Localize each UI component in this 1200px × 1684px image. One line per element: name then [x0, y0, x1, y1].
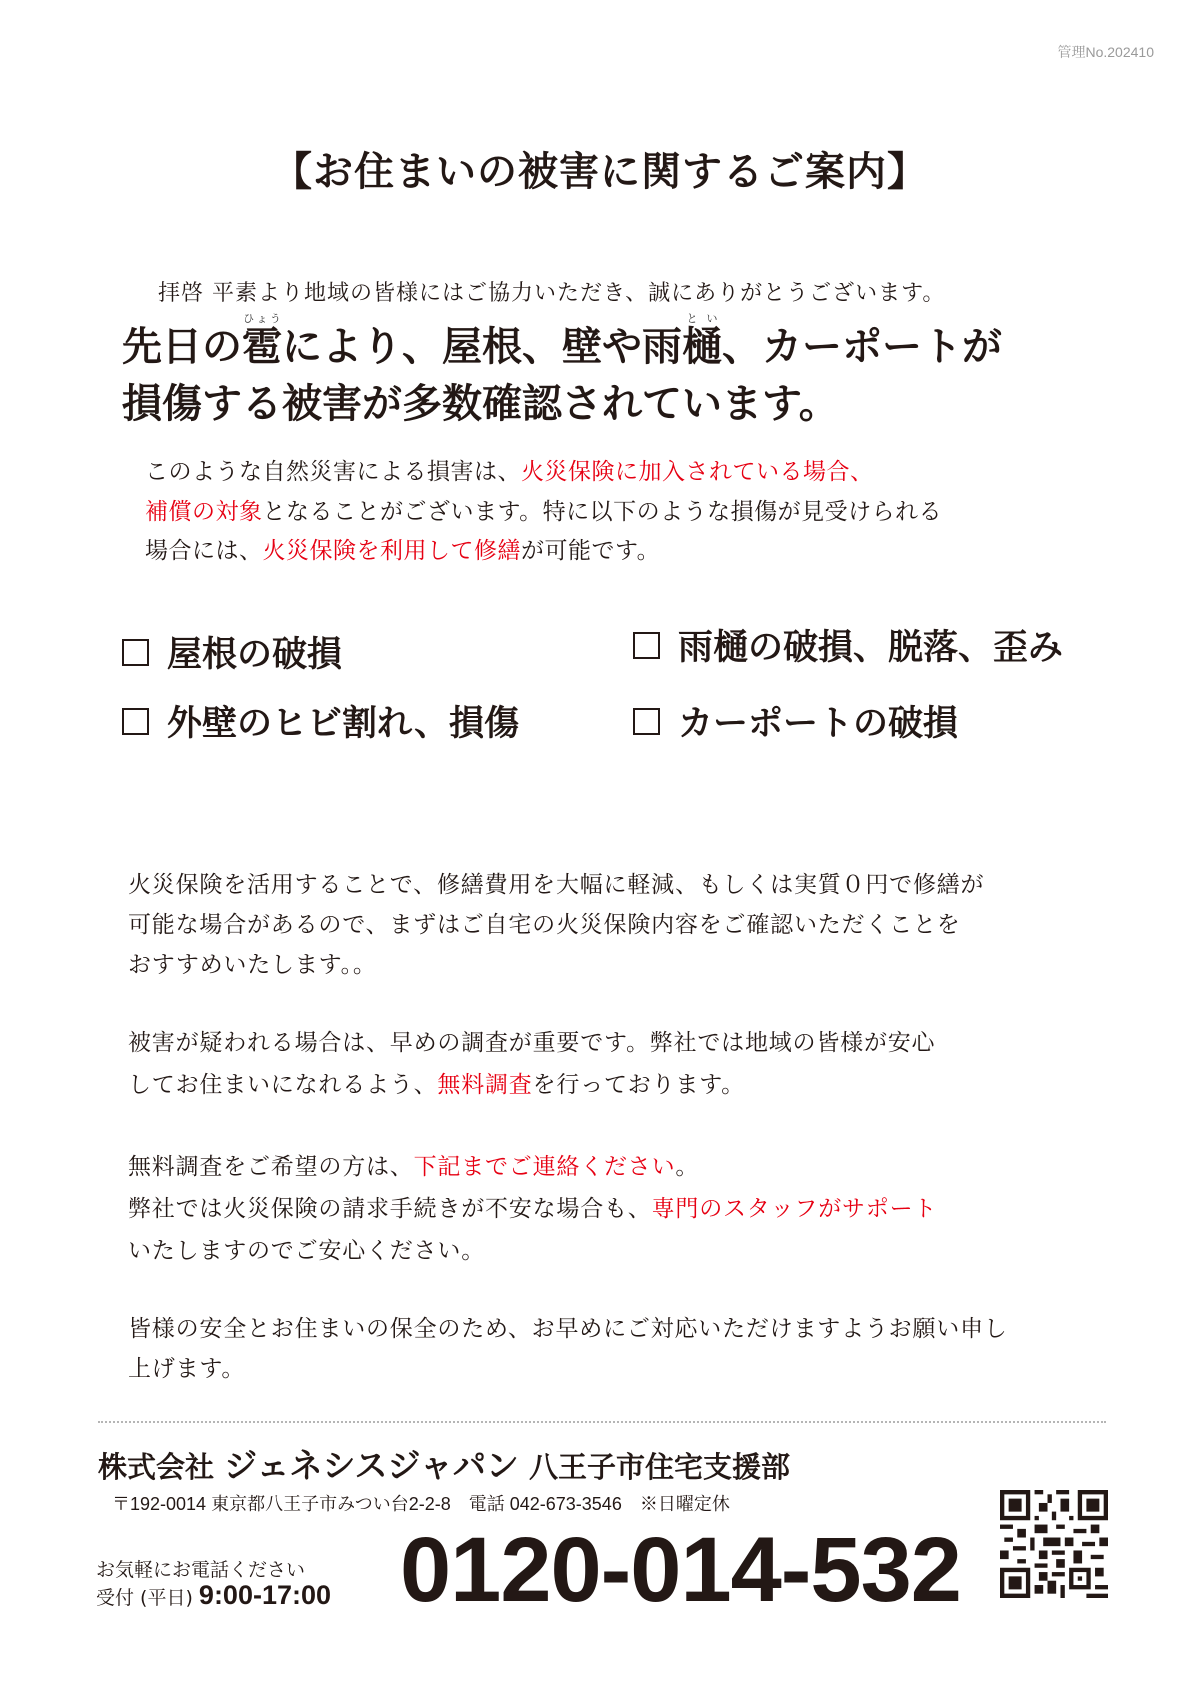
hours-value: 9:00-17:00	[198, 1580, 332, 1610]
paragraph-text: を行っております。	[532, 1072, 745, 1098]
support-highlight: 専門のスタッフがサポート	[651, 1196, 938, 1222]
hail-ruby: 雹ひょう	[242, 312, 282, 370]
paragraph-text: 。	[675, 1154, 700, 1180]
paragraph-1-line-2: 可能な場合があるので、まずはご自宅の火災保険内容をご確認いただくことを	[128, 912, 961, 938]
intro-highlight: 火災保険を利用して修繕	[262, 538, 521, 564]
greeting: 拝啓 平素より地域の皆様にはご協力いただき、誠にありがとうございます。	[158, 281, 946, 306]
free-inspection-highlight: 無料調査	[437, 1072, 533, 1098]
intro-line-1	[145, 453, 874, 486]
headline-text: 、カーポートが	[722, 324, 1002, 370]
intro-text: 場合には、	[145, 538, 263, 564]
checklist-item-gutter	[633, 620, 1063, 670]
paragraph-1-line-1: 火災保険を活用することで、修繕費用を大幅に軽減、もしくは実質０円で修繕が	[128, 872, 985, 898]
checkbox-icon	[122, 639, 149, 666]
paragraph-1-line-3: おすすめいたします。。	[128, 952, 377, 978]
paragraph-4-line-1: 皆様の安全とお住まいの保全のため、お早めにご対応いただけますようお願い申し	[128, 1316, 1008, 1342]
headline-line-1	[122, 312, 1002, 372]
intro-highlight: 補償の対象	[145, 499, 263, 525]
gutter-ruby: 樋とい	[682, 312, 722, 370]
checklist-label: カーポートの破損	[678, 704, 959, 744]
checkbox-icon	[633, 708, 660, 735]
intro-text: このような自然災害による損害は、	[145, 459, 521, 485]
qr-code-icon[interactable]	[1000, 1490, 1108, 1598]
footer-divider	[98, 1421, 1106, 1423]
checkbox-icon	[122, 708, 149, 735]
checkbox-icon	[633, 632, 660, 659]
company-name	[98, 1440, 790, 1487]
checklist-item-wall	[122, 696, 519, 746]
paragraph-2-line-2	[128, 1066, 745, 1099]
paragraph-2-line-1: 被害が疑われる場合は、早めの調査が重要です。弊社では地域の皆様が安心	[128, 1030, 936, 1056]
headline-text: 先日の	[122, 324, 242, 370]
headline-text: により、屋根、壁や雨	[282, 324, 682, 370]
paragraph-text: 無料調査をご希望の方は、	[128, 1154, 414, 1180]
call-prompt: お気軽にお電話ください	[96, 1559, 306, 1581]
paragraph-3-line-3: いたしますのでご安心ください。	[128, 1238, 485, 1264]
intro-highlight: 火災保険に加入されている場合、	[521, 459, 874, 485]
paragraph-4-line-2: 上げます。	[128, 1356, 246, 1382]
intro-text: となることがございます。特に以下のような損傷が見受けられる	[262, 499, 943, 525]
company-brand: ジェネシスジャパン	[224, 1446, 519, 1485]
company-prefix: 株式会社	[98, 1450, 215, 1484]
intro-line-2	[145, 493, 942, 526]
checklist-label: 雨樋の破損、脱落、歪み	[678, 628, 1064, 668]
page-title: 【お住まいの被害に関するご案内】	[272, 149, 928, 195]
checklist-item-roof	[122, 627, 342, 677]
toll-free-number[interactable]: 0120-014-532	[400, 1519, 961, 1621]
paragraph-text: 弊社では火災保険の請求手続きが不安な場合も、	[128, 1196, 652, 1222]
paragraph-text: してお住まいになれるよう、	[128, 1072, 438, 1098]
company-department: 八王子市住宅支援部	[528, 1450, 790, 1484]
checklist-label: 外壁のヒビ割れ、損傷	[167, 704, 520, 744]
management-number: 管理No.202410	[1057, 44, 1154, 60]
paragraph-3-line-1	[128, 1148, 699, 1181]
paragraph-3-line-2	[128, 1190, 937, 1223]
intro-text: が可能です。	[521, 538, 661, 564]
reception-hours	[96, 1580, 331, 1611]
contact-highlight: 下記までご連絡ください	[413, 1154, 676, 1180]
checklist-item-carport	[633, 696, 958, 746]
headline-line-2: 損傷する被害が多数確認されています。	[122, 381, 839, 427]
company-address: 〒192-0014 東京都八王子市みつい台2-2-8 電話 042-673-3546 ※日曜定休	[112, 1494, 730, 1514]
checklist-label: 屋根の破損	[167, 635, 343, 675]
hours-label: 受付 (平日)	[96, 1587, 193, 1609]
intro-line-3	[145, 532, 660, 565]
